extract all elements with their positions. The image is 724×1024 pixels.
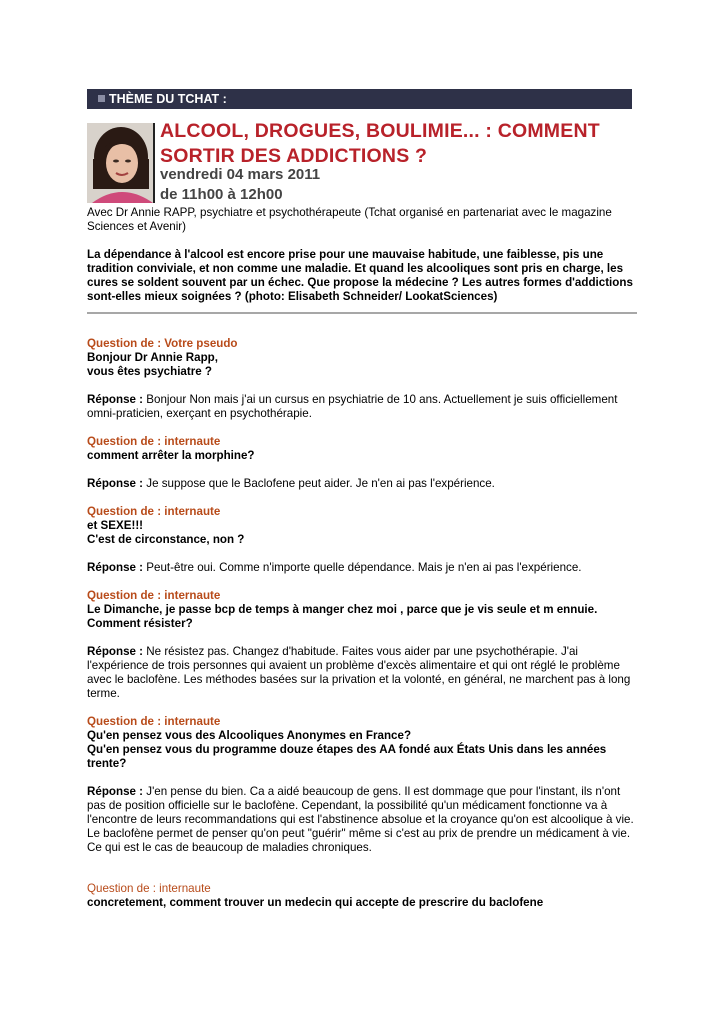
- theme-banner: [87, 89, 632, 109]
- answer-label: Réponse :: [87, 561, 144, 574]
- question-text: concretement, comment trouver un medecin qui accepte de prescrire du baclofene: [87, 896, 544, 909]
- question-text: Qu'en pensez vous du programme douze étapes des AA fondé aux États Unis dans les années trente?: [87, 743, 607, 770]
- answer-label: Réponse :: [87, 645, 144, 658]
- answer-text: J'en pense du bien. Ca a aidé beaucoup de gens. Il est dommage que pour l'instant, ils n'ont pas de position officielle sur le baclofène. Cependant, la possibilité qu'un médicament fonctionne va à l'encontre de leurs recommandations qui est l'abstinence absolue et la croyance qu'on est alcoolique à vie.: [87, 785, 634, 826]
- chat-date: vendredi 04 mars 2011: [160, 166, 321, 183]
- question-label: Question de : internaute: [87, 715, 221, 728]
- answer-text: Je suppose que le Baclofene peut aider. Je n'en ai pas l'expérience.: [146, 477, 495, 490]
- chat-title: ALCOOL, DROGUES, BOULIMIE... : COMMENT SORTIR DES ADDICTIONS ?: [160, 120, 600, 167]
- answer-label: Réponse :: [87, 477, 144, 490]
- question-text: Le Dimanche, je passe bcp de temps à manger chez moi , parce que je vis seule et m ennuie. Comment résister?: [87, 603, 598, 630]
- qa-block: [87, 337, 639, 421]
- answer-paragraph: [87, 785, 639, 827]
- answer-paragraph: [87, 477, 639, 491]
- question-label: Question de : Votre pseudo: [87, 337, 238, 350]
- photo-divider: [153, 123, 155, 203]
- question-text: Qu'en pensez vous des Alcooliques Anonymes en France?: [87, 729, 412, 742]
- guest-photo: [87, 123, 153, 203]
- qa-block: [87, 715, 639, 855]
- answer-label: Réponse :: [87, 785, 144, 798]
- answer-paragraph: [87, 561, 639, 575]
- banner-label: THÈME DU TCHAT :: [109, 92, 227, 106]
- question-label: Question de : internaute: [87, 882, 211, 895]
- question-label: Question de : internaute: [87, 589, 221, 602]
- answer-label: Réponse :: [87, 393, 144, 406]
- answer-paragraph: [87, 393, 639, 421]
- question-label: Question de : internaute: [87, 435, 221, 448]
- answer-text: Peut-être oui. Comme n'importe quelle dépendance. Mais je n'en ai pas l'expérience.: [146, 561, 582, 574]
- section-divider: [87, 312, 637, 314]
- qa-block: [87, 435, 639, 491]
- lead-text: La dépendance à l'alcool est encore prise pour une mauvaise habitude, une faiblesse, pis une tradition conviviale, et non comme une maladie. Et quand les alcooliques sont pris en charge, les cures se soldent souvent par un échec. Que propose la médecine ? Les autres formes d'addictions sont-elles mieux soignées ? (photo: Elisabeth Schneider/ LookatSciences): [87, 248, 633, 303]
- qa-block: [87, 589, 639, 701]
- qa-block: [87, 882, 639, 910]
- chat-time: de 11h00 à 12h00: [160, 186, 283, 203]
- question-text: vous êtes psychiatre ?: [87, 365, 213, 378]
- intro-text: Avec Dr Annie RAPP, psychiatre et psychothérapeute (Tchat organisé en partenariat avec le magazine Sciences et Avenir): [87, 206, 612, 233]
- question-text: Bonjour Dr Annie Rapp,: [87, 351, 218, 364]
- question-text: et SEXE!!!: [87, 519, 144, 532]
- answer-paragraph: [87, 645, 639, 701]
- qa-block: [87, 505, 639, 575]
- answer-extra-paragraph: Le baclofène permet de penser qu'on peut "guérir" même si c'est au prix de prendre un médicament à vie. Ce qui est le cas de beaucoup de maladies chroniques.: [87, 827, 631, 854]
- question-text: comment arrêter la morphine?: [87, 449, 255, 462]
- answer-text: Ne résistez pas. Changez d'habitude. Faites vous aider par une psychothérapie. J'ai l'expérience de trois personnes qui avaient un problème d'excès alimentaire et qui ont réglé le problème avec le baclofène. Les méthodes basées sur la privation et la volonté, en général, ne marchent pas à long terme.: [87, 645, 631, 700]
- square-bullet-icon: [98, 95, 105, 102]
- question-label: Question de : internaute: [87, 505, 221, 518]
- answer-text: Bonjour Non mais j'ai un cursus en psychiatrie de 10 ans. Actuellement je suis officiellement omni-praticien, exerçant en psychothérapie.: [87, 393, 618, 420]
- question-text: C'est de circonstance, non ?: [87, 533, 245, 546]
